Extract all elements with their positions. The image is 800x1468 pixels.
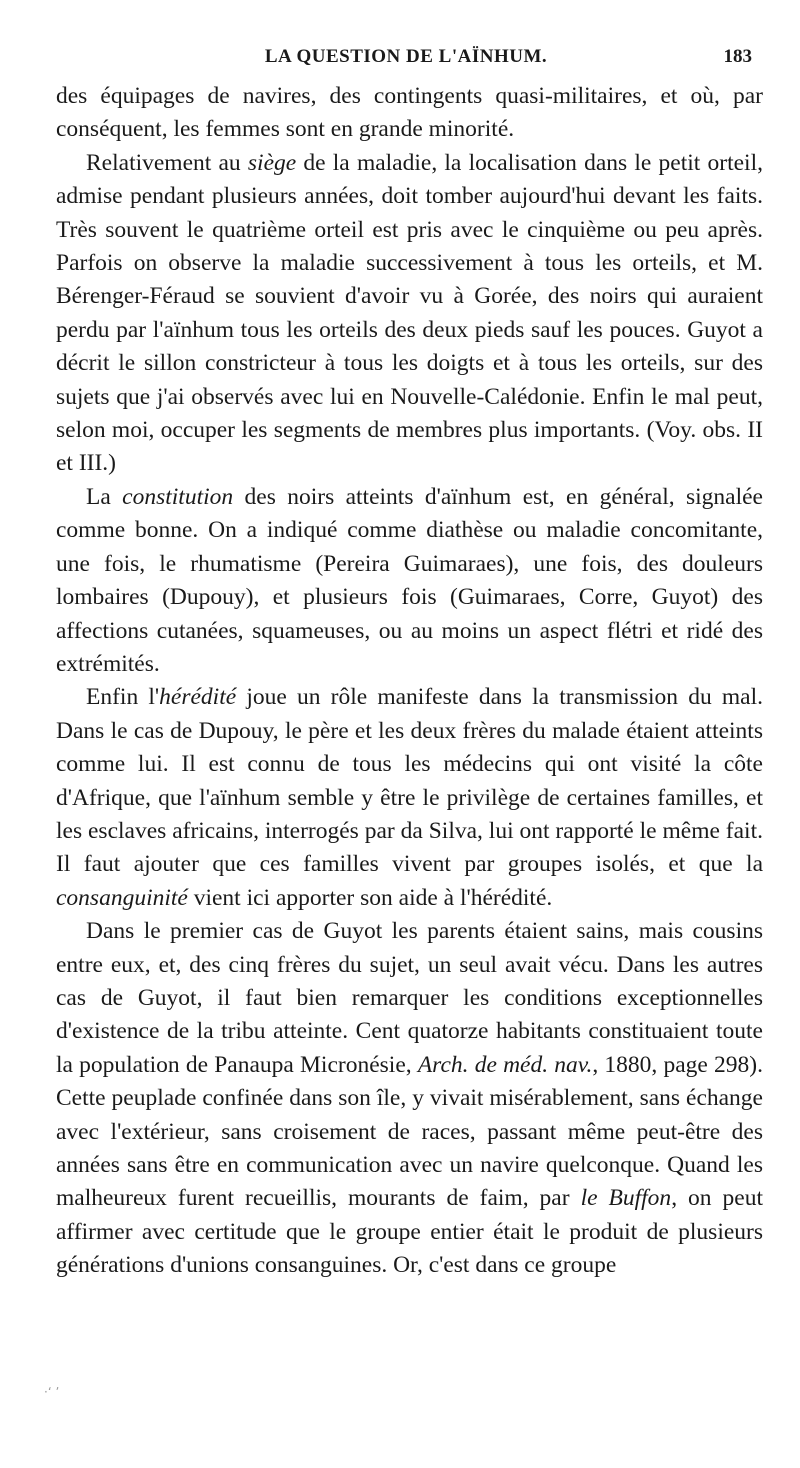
text-run: La [86, 483, 123, 510]
italic-text: consanguinité [56, 884, 188, 911]
text-run: Dans le premier cas de Guyot les parents étaient sains, mais cousins entre eux, et, des cinq frères du sujet, un seul avait vécu. Dans les autres cas de Guyot, il faut bien remarquer les conditions exceptionnelles d'existence de la tribu atteinte. Cent quatorze habitants constituaient toute la population de Panaupa Micronésie, [56, 918, 763, 1078]
running-title: LA QUESTION DE L'AÏNHUM. [264, 46, 548, 67]
text-run: Enfin l' [86, 684, 160, 711]
paragraph [56, 147, 763, 481]
body-text [56, 80, 763, 1283]
text-run: des équipages de navires, des contingents quasi-militaires, et où, par conséquent, les femmes sont en grande minorité. [56, 83, 763, 143]
text-run: , on peut affirmer avec certitude que le groupe entier était le produit de plusieurs générations d'unions consanguines. Or, c'est dans ce groupe [56, 1185, 764, 1279]
page-number: 183 [723, 46, 752, 67]
text-run: de la maladie, la localisation dans le petit orteil, admise pendant plusieurs années, doit tomber aujourd'hui devant les faits. Très souvent le quatrième orteil est pris avec le cinquième ou peu après. Parfois on observe la maladie successivement à tous les orteils, et M. Bérenger-Féraud se souvient d'avoir vu à Gorée, des noirs qui auraient perdu par l'aïnhum tous les orteils des deux pieds sauf les pouces. Guyot a décrit le sillon constricteur à tous les doigts et à tous les orteils, sur des sujets que j'ai observés avec lui en Nouvelle-Calédonie. Enfin le mal peut, selon moi, occuper les segments de membres plus importants. (Voy. obs. II et III.) [56, 149, 763, 477]
italic-text: Arch. de méd. nav. [417, 1051, 593, 1078]
italic-text: le Buffon [580, 1185, 672, 1212]
italic-text: siège [247, 149, 297, 176]
text-run: des noirs atteints d'aïnhum est, en général, signalée comme bonne. On a indiqué comme diathèse ou maladie concomitante, une fois, le rhumatisme (Pereira Guimaraes), une fois, des douleurs lombaires (Dupouy), et plusieurs fois (Guimaraes, Corre, Guyot) des affections cutanées, squameuses, ou au moins un aspect flétri et ridé des extrémités. [56, 483, 763, 677]
paragraph [56, 80, 763, 147]
paragraph [56, 915, 763, 1282]
text-run: , 1880, page 298). Cette peuplade confinée dans son île, y vivait misérablement, sans échange avec l'extérieur, sans croisement de races, passant même peut-être des années sans être en communication avec un navire quelconque. Quand les malheureux furent recueillis, mourants de faim, par [56, 1051, 764, 1212]
paragraph [56, 681, 763, 915]
paragraph [56, 481, 763, 681]
text-run: Relativement au [86, 149, 248, 176]
ink-smudge: ·ʻ ʼ [44, 1385, 60, 1399]
text-run: joue un rôle manifeste dans la transmission du mal. Dans le cas de Dupouy, le père et les deux frères du malade étaient atteints comme lui. Il est connu de tous les médecins qui ont visité la côte d'Afrique, que l'aïnhum semble y être le privilège de certaines familles, et les esclaves africains, interrogés par da Silva, lui ont rapporté le même fait. Il faut ajouter que ces familles vivent par groupes isolés, et que la [56, 684, 763, 878]
italic-text: constitution [122, 483, 234, 510]
italic-text: hérédité [159, 684, 237, 711]
text-run: vient ici apporter son aide à l'hérédité. [187, 884, 553, 911]
running-header [56, 46, 756, 76]
